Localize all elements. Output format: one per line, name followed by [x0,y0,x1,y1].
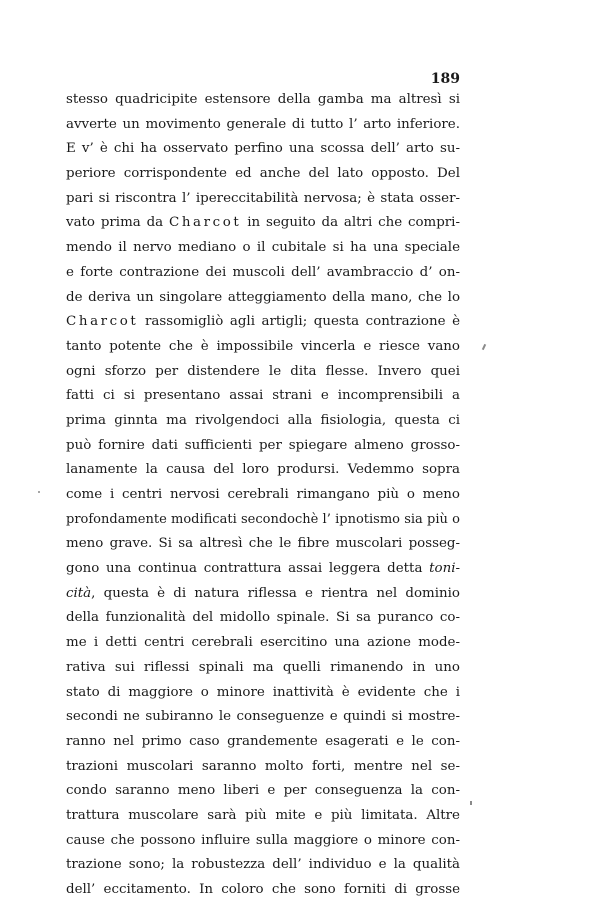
text-line [66,853,460,878]
text-run: rassomigliò agli artigli; questa contrazione è [138,314,460,330]
text-line [66,508,460,533]
text-run: avverte un movimento generale di tutto l’ arto inferiore. [66,116,460,132]
text-run: e forte contrazione dei muscoli dell’ avambraccio d’ on- [66,264,460,280]
text-run: trazione sono; la robustezza dell’ individuo e la qualità [66,857,460,873]
margin-speck [38,491,40,493]
text-line [66,755,460,780]
text-line [66,162,460,187]
text-run: vato prima da [66,215,169,231]
text-run: prima ginnta ma rivolgendoci alla fisiologia, questa ci [66,412,460,428]
text-line [66,409,460,434]
text-run: E v’ è chi ha osservato perfino una scossa dell’ arto su- [66,141,460,157]
text-run: meno grave. Si sa altresì che le fibre muscolari posseg- [66,536,460,552]
text-line [66,730,460,755]
text-run: trattura muscolare sarà più mite e più limitata. Altre [66,807,460,823]
text-run: mendo il nervo mediano o il cubitale si ha una speciale [66,240,460,256]
text-line [66,582,460,607]
italic-term: toni- [429,561,460,577]
text-run: , questa è di natura riflessa e rientra nel dominio [91,585,460,601]
text-line [66,804,460,829]
text-line [66,310,460,335]
text-line [66,88,460,113]
text-line [66,261,460,286]
text-run: può fornire dati sufficienti per spiegare almeno grosso- [66,437,460,453]
text-run: dell’ eccitamento. In coloro che sono forniti di grosse [66,882,460,897]
text-run: ranno nel primo caso grandemente esagerati e le con- [66,733,460,749]
text-line [66,458,460,483]
text-line [66,384,460,409]
text-line [66,434,460,459]
text-run: ogni sforzo per distendere le dita flesse. Invero quei [66,363,460,379]
text-run: de deriva un singolare atteggiamento della mano, che lo [66,289,460,305]
text-line [66,137,460,162]
text-line [66,878,460,903]
text-run: tanto potente che è impossibile vincerla e riesce vano [66,338,460,354]
text-run: come i centri nervosi cerebrali rimangano più o meno [66,487,460,502]
text-run: in seguito da altri che compri- [241,215,460,231]
text-run: rativa sui riflessi spinali ma quelli rimanendo in uno [66,659,460,675]
margin-speck [470,801,472,805]
text-run: trazioni muscolari saranno molto forti, mentre nel se- [66,758,460,774]
text-run: me i detti centri cerebrali esercitino una azione mode- [66,635,460,651]
text-run: pari si riscontra l’ ipereccitabilità nervosa; è stata osser- [66,190,460,206]
text-run: condo saranno meno liberi e per conseguenza la con- [66,783,460,799]
text-line [66,236,460,261]
body-text [66,88,460,903]
text-line [66,335,460,360]
text-line [66,532,460,557]
margin-speck [482,344,486,350]
text-line [66,557,460,582]
text-run: cause che possono influire sulla maggiore o minore con- [66,832,460,848]
page-number: 189 [430,71,460,87]
text-run: lanamente la causa del loro prodursi. Vedemmo sopra [66,462,460,478]
text-run: profondamente modificati secondochè l’ ipnotismo sia più o [66,511,460,527]
text-line [66,187,460,212]
text-run: periore corrispondente ed anche del lato opposto. Del [66,166,460,182]
text-run: stesso quadricipite estensore della gamba ma altresì si [66,92,460,107]
text-line [66,656,460,681]
text-run: della funzionalità del midollo spinale. Si sa puranco co- [66,610,460,626]
italic-term: cità [66,585,92,601]
text-run: stato di maggiore o minore inattività è evidente che i [66,684,460,700]
text-line [66,779,460,804]
text-line [66,631,460,656]
text-line [66,360,460,385]
text-line [66,681,460,706]
text-line [66,483,460,508]
text-run: fatti ci si presentano assai strani e incomprensibili a [66,388,460,404]
text-line [66,211,460,236]
text-line [66,606,460,631]
text-run: secondi ne subiranno le conseguenze e quindi si mostre- [66,709,460,725]
author-name: Charcot [168,215,242,231]
text-line [66,705,460,730]
text-run: gono una continua contrattura assai leggera detta [66,561,430,577]
author-name: Charcot [66,314,139,330]
text-line [66,113,460,138]
text-line [66,286,460,311]
text-line [66,829,460,854]
